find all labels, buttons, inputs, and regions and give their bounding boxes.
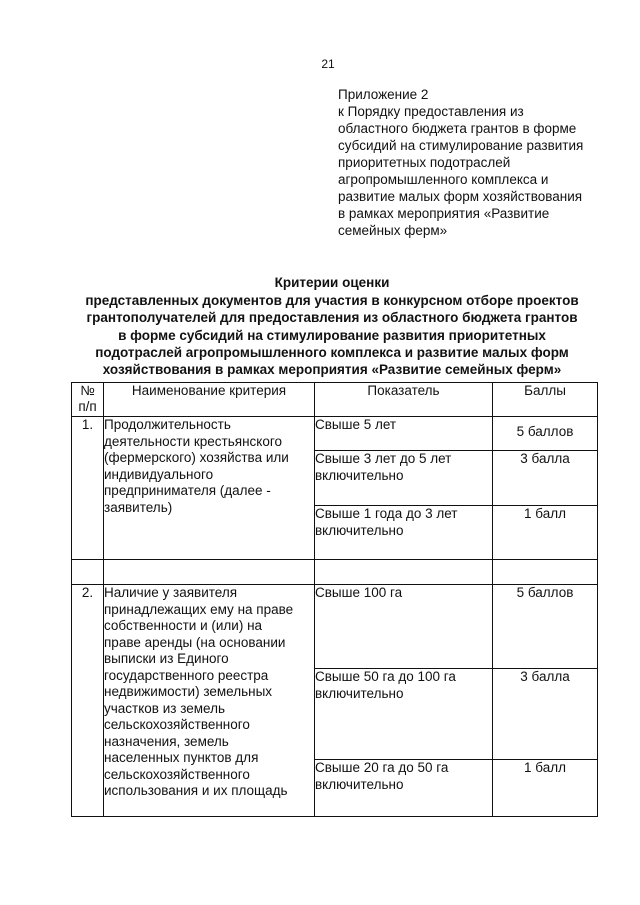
indicator-line: Свыше 100 га xyxy=(315,585,403,600)
title-line: представленных документов для участия в конкурсном отборе проектов xyxy=(85,293,579,309)
criterion-name-line: сельскохозяйственного xyxy=(104,766,250,782)
indicator-line: Свыше 5 лет xyxy=(315,417,397,432)
spacer-cell xyxy=(493,560,598,585)
header-number-line: п/п xyxy=(78,399,97,414)
header-number-line: № xyxy=(80,383,95,398)
header-indicator: Показатель xyxy=(315,383,493,417)
title-line: грантополучателей для предоставления из областного бюджета грантов xyxy=(86,310,578,326)
criterion-name-line: заявитель) xyxy=(104,499,173,515)
criterion-name-line: предпринимателя (далее - xyxy=(104,483,271,498)
criterion-number: 1. xyxy=(72,417,104,560)
score-cell: 5 баллов xyxy=(493,585,598,669)
criterion-name xyxy=(104,585,315,817)
spacer-cell xyxy=(104,560,315,585)
page-number: 21 xyxy=(321,57,335,71)
criterion-name-line: участков из земель xyxy=(104,700,225,716)
header-score: Баллы xyxy=(493,383,598,417)
appendix-note xyxy=(338,86,628,239)
criterion-name xyxy=(104,417,315,560)
criterion-name-line: выписки из Единого xyxy=(104,651,229,666)
indicator-cell xyxy=(315,506,493,560)
indicator-cell xyxy=(315,417,493,451)
criterion-number: 2. xyxy=(72,585,104,817)
indicator-line: включительно xyxy=(315,776,404,792)
appendix-line: агропромышленного комплекса и xyxy=(338,172,549,187)
title-line: в форме субсидий на стимулирование развития приоритетных xyxy=(118,327,546,343)
table-header-row xyxy=(72,383,598,417)
criterion-name-line: Продолжительность xyxy=(104,417,231,432)
title-heading: Критерии оценки xyxy=(274,275,390,290)
indicator-line: включительно xyxy=(315,522,404,538)
indicator-line: включительно xyxy=(315,685,404,701)
header-criterion-name: Наименование критерия xyxy=(104,383,315,417)
indicator-line: Свыше 1 года до 3 лет xyxy=(315,506,458,521)
criterion-name-line: назначения, земель xyxy=(104,733,229,749)
criteria-table xyxy=(71,382,598,817)
indicator-cell xyxy=(315,585,493,669)
indicator-line: Свыше 20 га до 50 га xyxy=(315,760,449,775)
criterion-name-line: использования и их площадь xyxy=(104,783,288,798)
table-row-spacer xyxy=(72,560,598,585)
indicator-cell xyxy=(315,760,493,817)
indicator-line: включительно xyxy=(315,467,404,483)
appendix-line: областного бюджета грантов в форме xyxy=(338,121,577,136)
appendix-line: в рамках мероприятия «Развитие xyxy=(338,206,550,221)
score-cell: 3 балла xyxy=(493,451,598,506)
table-row xyxy=(72,417,598,451)
criterion-name-line: принадлежащих ему на праве xyxy=(104,601,294,617)
criterion-name-line: государственного реестра xyxy=(104,667,269,683)
appendix-line: Приложение 2 xyxy=(338,87,429,102)
criterion-name-line: праве аренды (на основании xyxy=(104,634,286,650)
title-line: подотраслей агропромышленного комплекса и развитие малых форм xyxy=(95,344,569,360)
criterion-name-line: собственности и (или) на xyxy=(104,618,263,633)
appendix-line: развитие малых форм хозяйствования xyxy=(338,189,583,204)
indicator-cell xyxy=(315,669,493,760)
score-cell: 5 баллов xyxy=(493,417,598,451)
criterion-name-line: сельскохозяйственного xyxy=(104,717,250,732)
appendix-line: семейных ферм» xyxy=(338,223,448,238)
criterion-name-line: индивидуального xyxy=(104,466,214,482)
header-number xyxy=(72,383,104,417)
score-cell: 1 балл xyxy=(493,760,598,817)
criterion-name-line: недвижимости) земельных xyxy=(104,684,273,699)
document-title xyxy=(40,274,624,378)
criterion-name-line: Наличие у заявителя xyxy=(104,585,238,600)
spacer-cell xyxy=(315,560,493,585)
spacer-cell xyxy=(72,560,104,585)
appendix-line: субсидий на стимулирование развития xyxy=(338,138,584,153)
criterion-name-line: населенных пунктов для xyxy=(104,750,259,765)
table-row xyxy=(72,585,598,669)
criterion-name-line: деятельности крестьянского xyxy=(104,433,282,449)
indicator-cell xyxy=(315,451,493,506)
criterion-name-line: (фермерского) хозяйства или xyxy=(104,450,289,465)
score-cell: 1 балл xyxy=(493,506,598,560)
title-line: хозяйствования в рамках мероприятия «Развитие семейных ферм» xyxy=(102,362,562,378)
score-cell: 3 балла xyxy=(493,669,598,760)
indicator-line: Свыше 3 лет до 5 лет xyxy=(315,451,452,466)
appendix-line: к Порядку предоставления из xyxy=(338,104,524,119)
indicator-line: Свыше 50 га до 100 га xyxy=(315,669,456,684)
appendix-line: приоритетных подотраслей xyxy=(338,155,511,170)
